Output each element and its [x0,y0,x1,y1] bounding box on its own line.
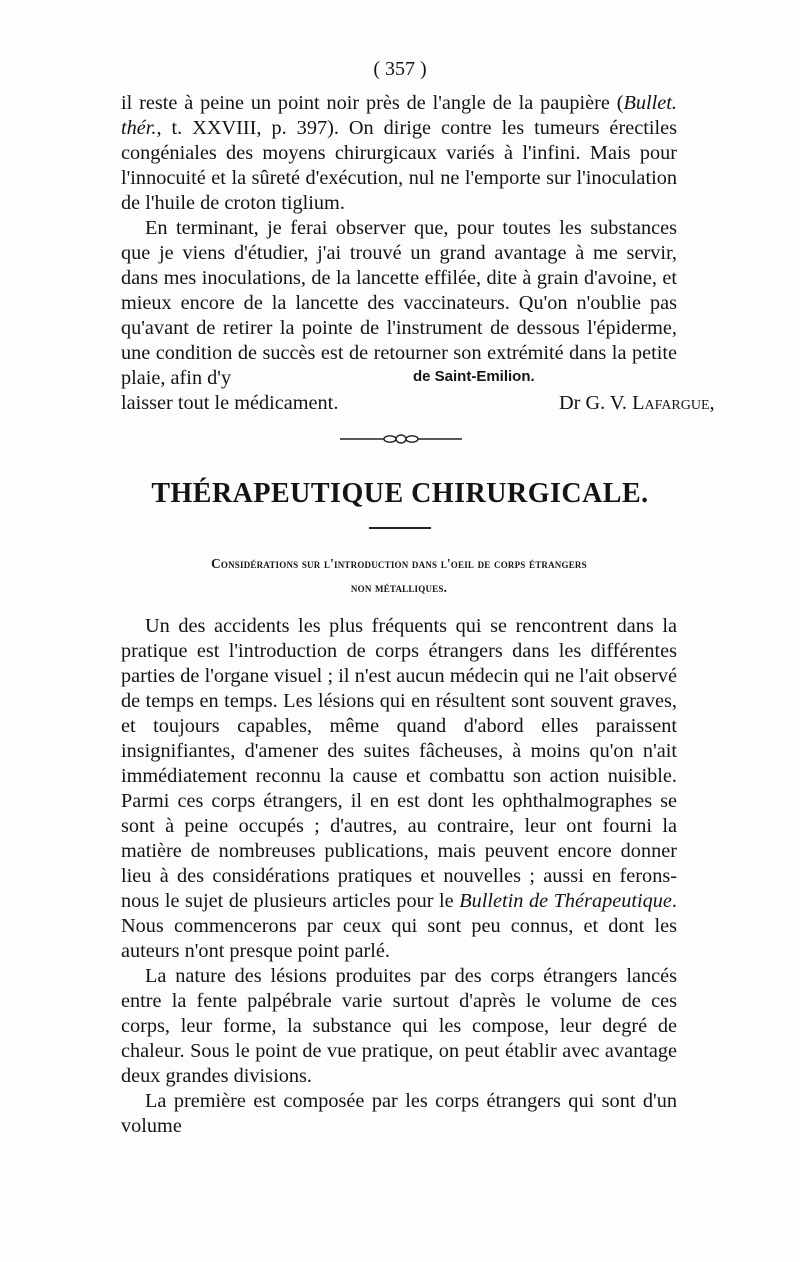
paragraph-conclusion [121,91,677,216]
author-signature [559,391,715,416]
text-run: La première est composée par les corps étrangers qui sont d'un volume [121,1090,677,1137]
title-rule [369,527,431,529]
ornament-divider [340,430,462,448]
closing-text: laisser tout le médicament. [121,392,339,414]
page-number: ( 357 ) [373,58,427,80]
citation: Bullet. thér. [121,92,677,139]
section-title: THÉRAPEUTIQUE CHIRURGICALE. [151,478,649,509]
article-title [121,552,677,600]
author-place: de Saint-Emilion. [413,368,535,385]
signature-line [121,391,715,416]
text-run: En terminant, je ferai observer que, pour toutes les substances que je viens d'étudier, j'ai trouvé un grand avantage à me servir, dans mes inoculations, de la lancette effilée, dite à grain d'avoine, et mieux encore de la lancette des vaccinateurs. Qu'on n'oublie pas qu'avant de retirer la pointe de l'instrument de dessous l'épiderme, une condition de succès est de retourner son extrémité dans la petite plaie, afin d'y [121,217,677,389]
text-run: . Nous commencerons par ceux qui sont peu connus, et dont les auteurs n'ont presque point parlé. [121,890,677,962]
text-run: La nature des lésions produites par des corps étrangers lancés entre la fente palpébrale varie surtout d'après le volume de ces corps, leur forme, la substance qui les compose, leur degré de chaleur. Sous le point de vue pratique, on peut établir avec avantage deux grandes divisions. [121,965,677,1087]
article-body [121,614,677,1139]
text-run: , t. XXVIII, p. 397). On dirige contre les tumeurs érectiles congéniales des moyens chirurgicaux variés à l'infini. Mais pour l'innocuité et la sûreté d'exécution, nul ne l'emporte sur l'inoculation de l'huile de croton tiglium. [121,117,677,214]
text-run: il reste à peine un point noir près de l'angle de la paupière ( [121,92,624,114]
paragraph-nature [121,964,677,1089]
author-name: G. V. Lafargue, [585,392,715,414]
continued-article-text [121,91,715,416]
paragraph-closing-remark [121,216,677,391]
paragraph-divisions [121,1089,677,1139]
author-title: Dr [559,392,581,414]
text-run: Un des accidents les plus fréquents qui se rencontrent dans la pratique est l'introduction de corps étrangers dans les différentes parties de l'organe visuel ; il n'est aucun médecin qui ne l'ait observé de temps en temps. Les lésions qui en résultent sont souvent graves, et toujours capables, même quand d'abord elles paraissent insignifiantes, d'amener des suites fâcheuses, à moins qu'on n'ait immédiatement reconnu la cause et combattu son action nuisible. Parmi ces corps étrangers, il en est dont les ophthalmographes se sont à peine occupés ; d'autres, au contraire, leur ont fourni la matière de nombreuses publications, mais peuvent encore donner lieu à des considérations pratiques et nouvelles ; aussi en ferons-nous le sujet de plusieurs articles pour le [121,615,677,912]
journal-title: Bulletin de Thérapeutique [459,890,672,912]
article-title-line: Considérations sur l'introduction dans l'oeil de corps étrangers [211,556,587,571]
article-title-line: non métalliques. [350,580,448,595]
paragraph-intro [121,614,677,964]
